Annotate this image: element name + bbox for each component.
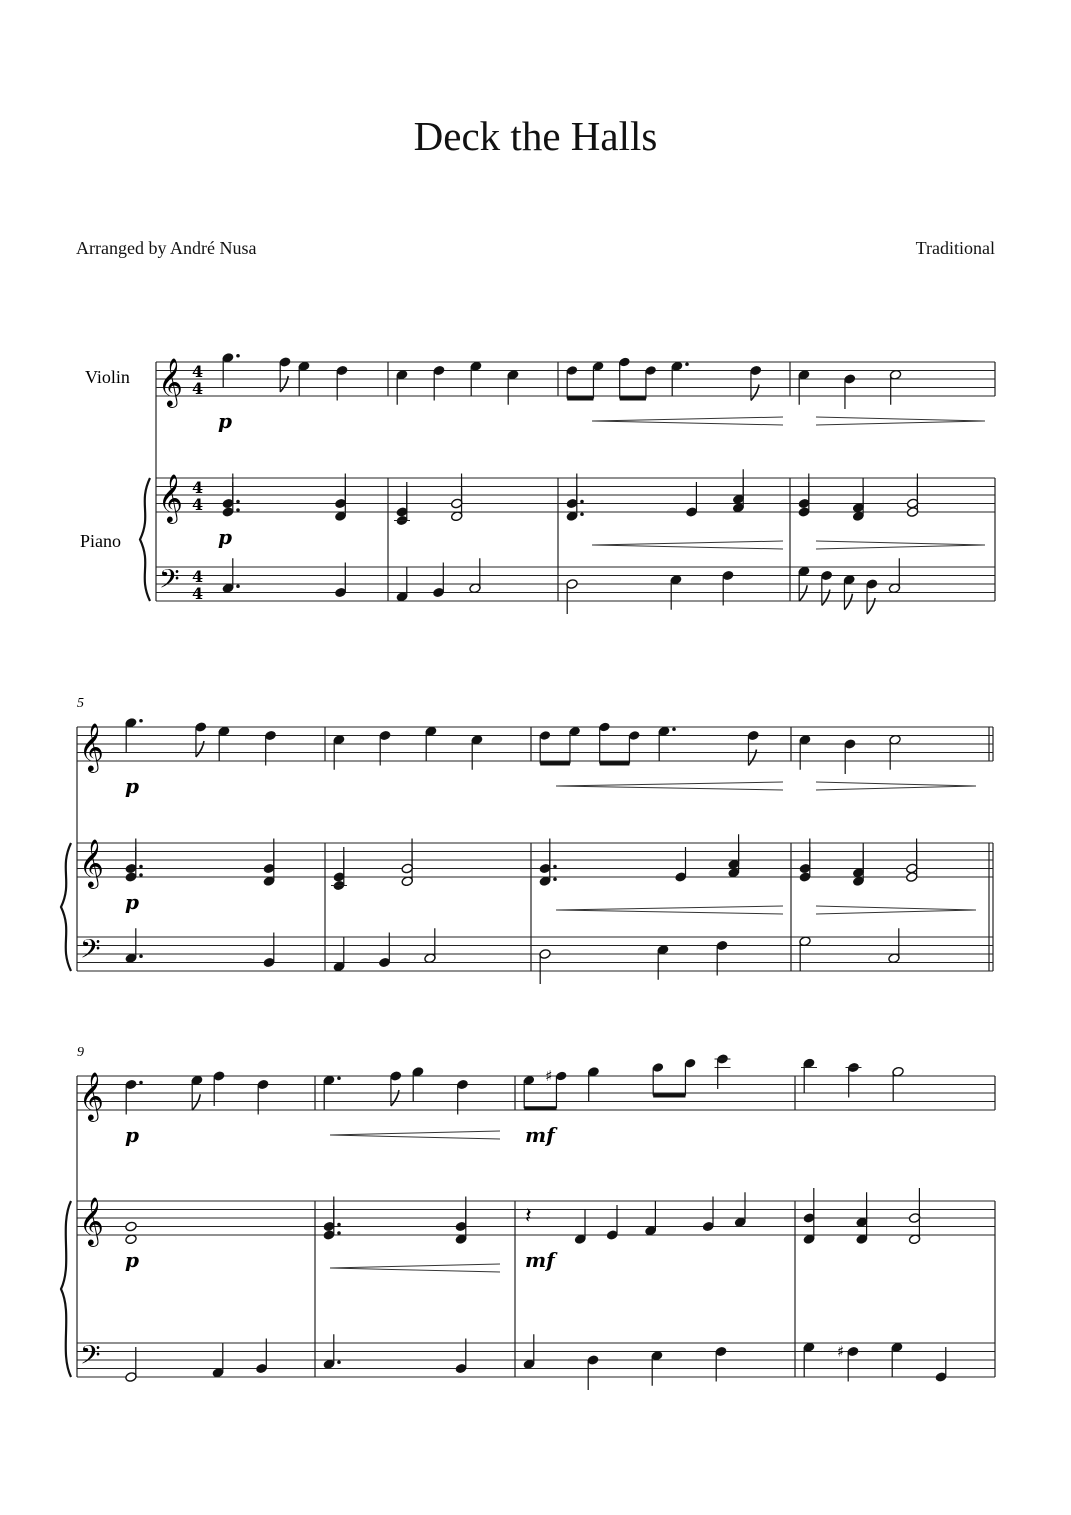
crescendo-hairpin — [592, 417, 783, 421]
flag — [822, 590, 830, 606]
treble-clef: 𝄞 — [79, 838, 104, 887]
dot — [139, 1081, 143, 1085]
dot — [685, 362, 689, 366]
dot — [236, 354, 240, 358]
quarter-rest: 𝄽 — [525, 1204, 532, 1229]
flag — [867, 598, 875, 614]
dot — [236, 508, 240, 512]
dot — [337, 1231, 341, 1235]
diminuendo-hairpin — [816, 421, 985, 425]
flag — [192, 1094, 200, 1110]
bass-clef: 𝄢 — [80, 933, 101, 971]
crescendo-hairpin — [556, 910, 783, 914]
crescendo-hairpin — [592, 421, 783, 425]
dot — [553, 865, 557, 869]
treble-clef: 𝄞 — [79, 1071, 104, 1120]
measure-number: 5 — [77, 696, 84, 711]
flag — [391, 1090, 399, 1106]
time-sig-den: 4 — [192, 379, 204, 398]
crescendo-hairpin — [592, 545, 783, 549]
dot — [236, 584, 240, 588]
dot — [139, 954, 143, 958]
dot — [139, 865, 143, 869]
dot — [139, 873, 143, 877]
dot — [672, 727, 676, 731]
piano-treble-note — [125, 1221, 137, 1232]
flag — [751, 385, 759, 401]
brace — [140, 478, 150, 601]
piano-dynamic-mf: mf — [525, 1248, 555, 1272]
bass-clef: 𝄢 — [159, 563, 180, 601]
brace — [61, 1201, 71, 1377]
time-sig-num: 4 — [192, 567, 204, 586]
diminuendo-hairpin — [816, 910, 976, 914]
treble-clef: 𝄞 — [158, 357, 183, 406]
time-sig-den: 4 — [192, 495, 204, 514]
composer-credit: Traditional — [915, 238, 995, 258]
flag — [799, 585, 807, 601]
flag — [748, 750, 756, 766]
flag — [844, 594, 852, 610]
crescendo-hairpin — [556, 786, 783, 790]
crescendo-hairpin — [556, 906, 783, 910]
dot — [580, 512, 584, 516]
crescendo-hairpin — [592, 541, 783, 545]
sharp-sign: ♯ — [837, 1342, 845, 1361]
instrument-name-piano: Piano — [80, 531, 122, 551]
diminuendo-hairpin — [816, 782, 976, 786]
diminuendo-hairpin — [816, 541, 985, 545]
brace — [61, 843, 71, 971]
time-sig-num: 4 — [192, 478, 204, 497]
diminuendo-hairpin — [816, 545, 985, 549]
treble-clef: 𝄞 — [158, 473, 183, 522]
flag — [196, 741, 204, 757]
bass-clef: 𝄢 — [80, 1339, 101, 1377]
crescendo-hairpin — [330, 1131, 500, 1135]
diminuendo-hairpin — [816, 786, 976, 790]
dot — [553, 877, 557, 881]
dot — [236, 500, 240, 504]
sharp-sign: ♯ — [545, 1067, 553, 1085]
piano-dynamic: p — [218, 525, 232, 549]
diminuendo-hairpin — [816, 417, 985, 421]
treble-clef: 𝄞 — [79, 722, 104, 771]
instrument-name-violin: Violin — [85, 367, 130, 387]
dot — [337, 1360, 341, 1364]
violin-dynamic-mf: mf — [525, 1123, 555, 1147]
violin-dynamic: p — [125, 774, 139, 798]
flag — [280, 376, 288, 392]
violin-dynamic: p — [218, 409, 232, 433]
time-sig-den: 4 — [192, 584, 204, 603]
crescendo-hairpin — [556, 782, 783, 786]
measure-number: 9 — [77, 1045, 84, 1060]
dot — [580, 500, 584, 504]
dot — [139, 719, 143, 723]
crescendo-hairpin — [330, 1268, 500, 1272]
violin-dynamic: p — [125, 1123, 139, 1147]
score-title: Deck the Halls — [413, 113, 658, 159]
crescendo-hairpin — [330, 1264, 500, 1268]
arranger-credit: Arranged by André Nusa — [76, 238, 257, 258]
piano-dynamic: p — [125, 1248, 139, 1272]
time-sig-num: 4 — [192, 362, 204, 381]
piano-dynamic: p — [125, 890, 139, 914]
diminuendo-hairpin — [816, 906, 976, 910]
treble-clef: 𝄞 — [79, 1196, 104, 1245]
dot — [337, 1223, 341, 1227]
dot — [337, 1076, 341, 1080]
crescendo-hairpin — [330, 1135, 500, 1139]
